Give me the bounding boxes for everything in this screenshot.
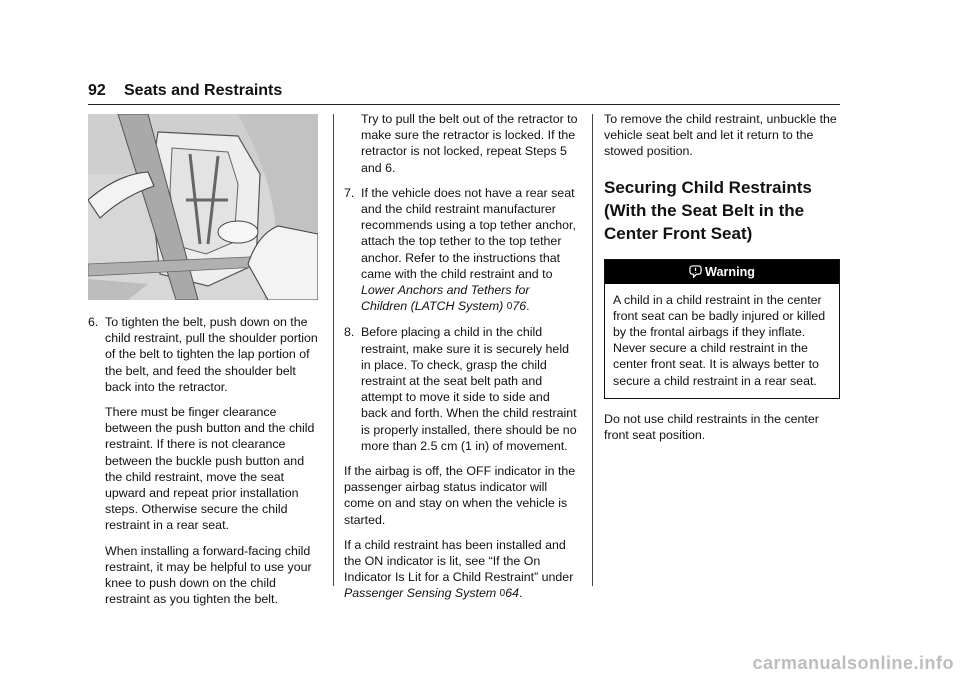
section-title: Seats and Restraints bbox=[124, 82, 283, 99]
page-header bbox=[88, 82, 282, 100]
column-divider-2 bbox=[592, 114, 593, 586]
step-number: 7. bbox=[344, 185, 355, 200]
section-heading: Securing Child Restraints (With the Seat Belt in the Center Front Seat) bbox=[604, 177, 812, 243]
header-rule bbox=[88, 104, 840, 105]
step-text: To tighten the belt, push down on the child restraint, pull the shoulder portion of the belt to tighten the lap portion of the belt, and feed the shoulder belt back into the retractor. bbox=[105, 315, 318, 394]
column-1 bbox=[88, 314, 320, 616]
step-number: 8. bbox=[344, 325, 355, 340]
paragraph: If the airbag is off, the OFF indicator in the passenger airbag status indicator will come on and stay on when the vehicle is started. bbox=[344, 464, 576, 527]
step-text: Before placing a child in the child restraint, make sure it is securely held in place. To check, grasp the child restraint at the seat belt path and attempt to move it side to side and back and forth. When the child restraint is properly installed, there should be no more than 2.5 cm (1 in) of movement. bbox=[361, 325, 577, 453]
cross-reference-link[interactable]: Passenger Sensing System bbox=[344, 586, 497, 601]
warning-box bbox=[604, 259, 840, 399]
page-ref-icon: 0 bbox=[506, 301, 513, 313]
punctuation: . bbox=[519, 586, 523, 601]
paragraph: There must be finger clearance between the push button and the child restraint. If there is not clearance between the buckle push button and the child restraint, move the seat upward and repeat prior installation steps. Otherwise secure the child restraint in a rear seat. bbox=[105, 405, 315, 533]
watermark: carmanualsonline.info bbox=[752, 653, 954, 673]
warning-text: A child in a child restraint in the center front seat can be badly injured or killed by the frontal airbags if they inflate. Never secure a child restraint in the center front seat. It is always better to secure a child restraint in a rear seat. bbox=[613, 292, 826, 388]
page-ref-number[interactable]: 64 bbox=[505, 586, 520, 601]
step-text: If the vehicle does not have a rear seat and the child restraint manufacturer recommends using a top tether anchor, attach the top tether to the top tether anchor. Refer to the instructions that came with the child restraint and to bbox=[361, 185, 576, 281]
paragraph-text: If a child restraint has been installed and the ON indicator is lit, see “If the On Indicator Is Lit for a Child Restraint” under bbox=[344, 537, 574, 585]
paragraph: Do not use child restraints in the center front seat position. bbox=[604, 411, 819, 443]
column-3 bbox=[604, 111, 840, 452]
paragraph bbox=[344, 537, 578, 603]
column-2 bbox=[344, 111, 578, 612]
punctuation: . bbox=[526, 299, 530, 314]
page-ref-number[interactable]: 76 bbox=[512, 299, 527, 314]
page-number: 92 bbox=[88, 82, 106, 99]
step-number: 6. bbox=[88, 315, 99, 329]
paragraph: Try to pull the belt out of the retractor to make sure the retractor is locked. If the retractor is not locked, repeat Steps 5 and 6. bbox=[361, 112, 578, 175]
warning-icon bbox=[689, 265, 702, 278]
column-divider-1 bbox=[333, 114, 334, 586]
warning-header bbox=[605, 260, 839, 284]
child-seat-illustration bbox=[88, 114, 318, 300]
paragraph: When installing a forward-facing child restraint, it may be helpful to use your knee to push down on the child restraint as you tighten the belt. bbox=[105, 543, 312, 607]
warning-label: Warning bbox=[705, 264, 755, 279]
page-ref-icon: 0 bbox=[499, 588, 506, 600]
step-8 bbox=[344, 324, 578, 454]
paragraph: To remove the child restraint, unbuckle the vehicle seat belt and let it return to the stowed position. bbox=[604, 112, 837, 159]
cross-reference-link[interactable]: Lower Anchors and Tethers for Children (LATCH System) bbox=[361, 283, 530, 314]
step-7 bbox=[344, 185, 578, 316]
step-6 bbox=[88, 314, 320, 395]
